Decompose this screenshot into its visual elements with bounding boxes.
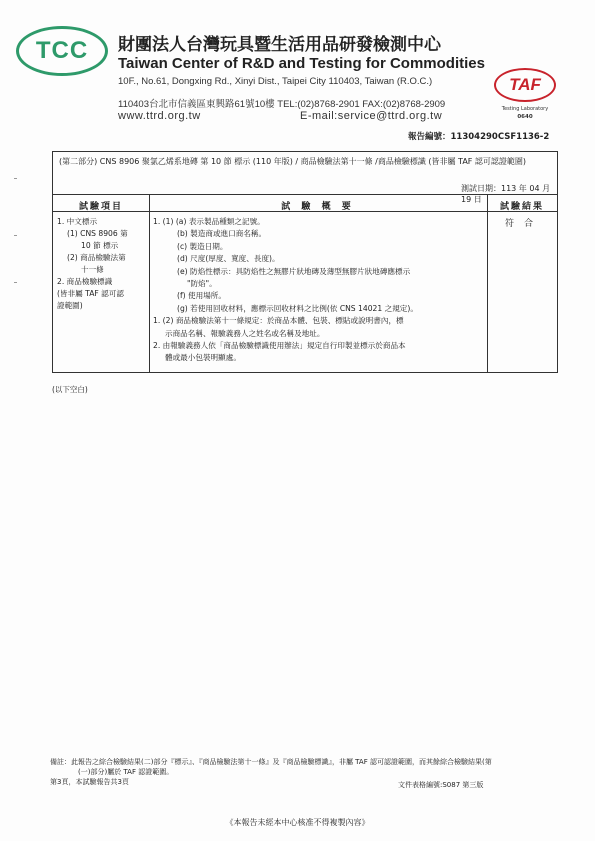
taf-logo bbox=[494, 68, 556, 102]
list-item: 2. 商品檢驗標識 bbox=[57, 277, 113, 286]
list-item: 1. (2) 商品檢驗法第十一條規定：於商品本體、包裝、標貼或說明書內，標 bbox=[153, 316, 404, 326]
header-test-summary: 試 驗 概 要 bbox=[281, 202, 355, 212]
list-item: 示商品名稱、報驗義務人之姓名或名稱及地址。 bbox=[165, 328, 325, 338]
website: www.ttrd.org.tw bbox=[118, 110, 201, 122]
blank-note: (以下空白) bbox=[52, 385, 88, 394]
header-test-result: 試驗結果 bbox=[499, 202, 544, 212]
taf-label: Testing Laboratory bbox=[501, 106, 549, 112]
tcc-logo bbox=[16, 26, 108, 76]
list-item: (e) 防焰性標示：具防焰性之無膠片狀地磚及薄型無膠片狀地磚應標示 bbox=[177, 266, 411, 276]
tcc-logo-text: TCC bbox=[35, 37, 89, 64]
email: E-mail:service@ttrd.org.tw bbox=[300, 110, 443, 122]
address-zh: 110403台北市信義區東興路61號10樓 TEL:(02)8768-2901 FAX:(02)8768-2909 bbox=[118, 99, 446, 110]
list-item: 十一條 bbox=[81, 265, 104, 274]
list-item: (皆非屬 TAF 認可認 bbox=[57, 289, 124, 298]
margin-mark bbox=[14, 235, 17, 236]
taf-logo-text: TAF bbox=[509, 75, 541, 94]
list-item: (1) CNS 8906 第 bbox=[67, 229, 128, 238]
list-item: (g) 若使用回收材料，應標示回收材料之比例(依 CNS 14021 之規定)。 bbox=[177, 303, 418, 313]
list-item: (2) 商品檢驗法第 bbox=[67, 253, 126, 262]
report-number-label: 報告編號： bbox=[408, 132, 451, 142]
list-item: 體或最小包裝明顯處。 bbox=[165, 353, 241, 363]
list-item: "防焰"。 bbox=[187, 279, 217, 289]
address-en: 10F., No.61, Dongxing Rd., Xinyi Dist., Taipei City 110403, Taiwan (R.O.C.) bbox=[118, 76, 433, 87]
form-number: 文件表格編號:S087 第三版 bbox=[398, 781, 484, 789]
list-item: 1. (1) (a) 表示製品種類之記號。 bbox=[153, 217, 265, 226]
org-name-zh: 財團法人台灣玩具暨生活用品研發檢測中心 bbox=[118, 35, 441, 55]
page-info: 第3頁，本試驗報告共3頁 bbox=[50, 778, 129, 786]
copy-restriction-note: 《本報告未經本中心核准不得複製內容》 bbox=[225, 818, 370, 827]
table-title: (第二部分) CNS 8906 聚氯乙烯系地磚 第 10 節 標示 (110 年版) / 商品檢驗法第十一條 /商品檢驗標識 (皆非屬 TAF 認可認證範圍) bbox=[59, 157, 527, 166]
taf-number: 0640 bbox=[517, 114, 533, 120]
footer-note-continued: (一)部分)屬於 TAF 認證範圍。 bbox=[78, 768, 174, 776]
list-item: (f) 使用場所。 bbox=[177, 291, 226, 301]
table-divider bbox=[149, 194, 150, 372]
list-item: (b) 製造商或進口商名稱。 bbox=[177, 229, 267, 239]
margin-mark bbox=[14, 178, 17, 179]
test-date: 測試日期：113 年 04 月 19 日 bbox=[461, 184, 551, 204]
org-name-en: Taiwan Center of R&D and Testing for Commodities bbox=[118, 55, 485, 72]
list-item: 2. 由報驗義務人依「商品檢驗標識使用辦法」規定自行印製並標示於商品本 bbox=[153, 341, 406, 351]
test-table bbox=[52, 151, 558, 373]
report-number-value: 11304290CSF1136-2 bbox=[450, 132, 550, 142]
requirement-list bbox=[153, 216, 489, 365]
list-item: (c) 製造日期。 bbox=[177, 241, 228, 251]
list-item: (d) 尺度(厚度、寬度、長度)。 bbox=[177, 254, 280, 264]
header-test-item: 試驗項目 bbox=[78, 202, 123, 212]
list-item: 證範圍) bbox=[57, 301, 83, 310]
test-item-list bbox=[57, 216, 149, 312]
list-item: 10 節 標示 bbox=[81, 241, 119, 250]
footer-note: 備註：此報告之綜合檢驗結果(二)部分『標示』、『商品檢驗法第十一條』及『商品檢驗標識』，非屬 TAF 認可認證範圍，而其餘綜合檢驗結果(第 bbox=[50, 758, 492, 766]
report-number bbox=[408, 130, 549, 142]
test-result: 符合 bbox=[504, 219, 543, 229]
list-item: 1. 中文標示 bbox=[57, 217, 98, 226]
margin-mark bbox=[14, 282, 17, 283]
